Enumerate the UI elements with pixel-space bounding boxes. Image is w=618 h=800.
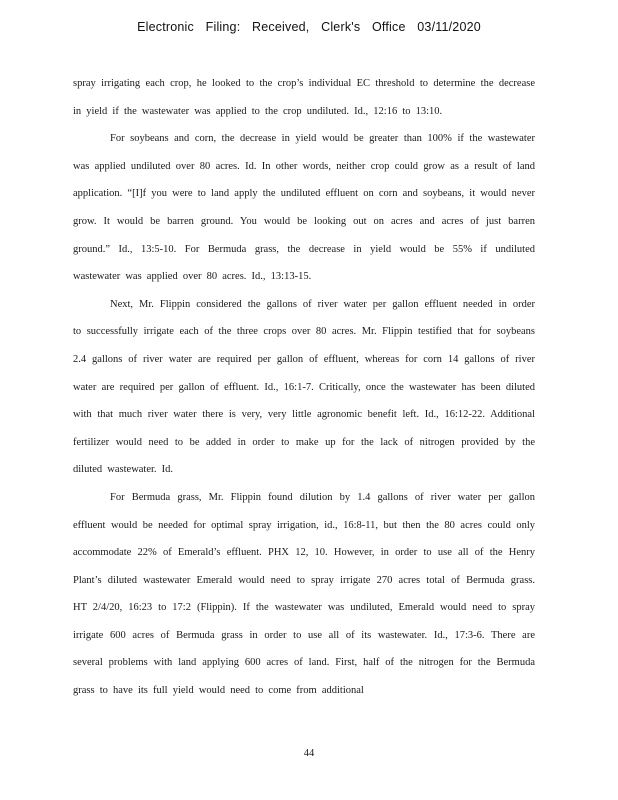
paragraph-1: spray irrigating each crop, he looked to the crop’s individual EC threshold to determine the decrease in yield if the wastewater was applied to the crop undiluted. Id., 12:16 to 13:10. (73, 78, 535, 117)
paragraph-2: For soybeans and corn, the decrease in yield would be greater than 100% if the wastewater was applied undiluted over 80 acres. Id. In other words, neither crop could grow as a result of land application. “[I]f you were to land apply the undiluted effluent on corn and soybeans, it would never grow. It would be barren ground. You would be looking out on acres and acres of just barren ground.” Id., 13:5-10. For Bermuda grass, the decrease in yield would be 55% if undiluted wastewater was applied over 80 acres. Id., 13:13-15. (73, 133, 535, 283)
page-number: 44 (303, 748, 315, 759)
document-body (73, 70, 535, 705)
paragraph-3: Next, Mr. Flippin considered the gallons of river water per gallon effluent needed in order to successfully irrigate each of the three crops over 80 acres. Mr. Flippin testified that for soybeans 2.4 gallons of river water are required per gallon of effluent, whereas for corn 14 gallons of river water are required per gallon of effluent. Id., 16:1-7. Critically, once the wastewater has been diluted with that much river water there is very, very little agronomic benefit left. Id., 16:12-22. Additional fertilizer would need to be added in order to make up for the lack of nitrogen provided by the diluted wastewater. Id. (73, 298, 535, 476)
paragraph-4: For Bermuda grass, Mr. Flippin found dilution by 1.4 gallons of river water per gallon effluent would be needed for optimal spray irrigation, id., 16:8-11, but then the 80 acres could only accommodate 22% of Emerald’s effluent. PHX 12, 10. However, in order to use all of the Henry Plant’s diluted wastewater Emerald would need to spray irrigate 270 acres total of Bermuda grass. HT 2/4/20, 16:23 to 17:2 (Flippin). If the wastewater was undiluted, Emerald would need to spray irrigate 600 acres of Bermuda grass in order to use all of its wastewater. Id., 17:3-6. There are several problems with land applying 600 acres of land. First, half of the nitrogen for the Bermuda grass to have its full yield would need to come from additional (73, 491, 535, 697)
filing-header: Electronic Filing: Received, Clerk's Office 03/11/2020 (137, 20, 481, 34)
